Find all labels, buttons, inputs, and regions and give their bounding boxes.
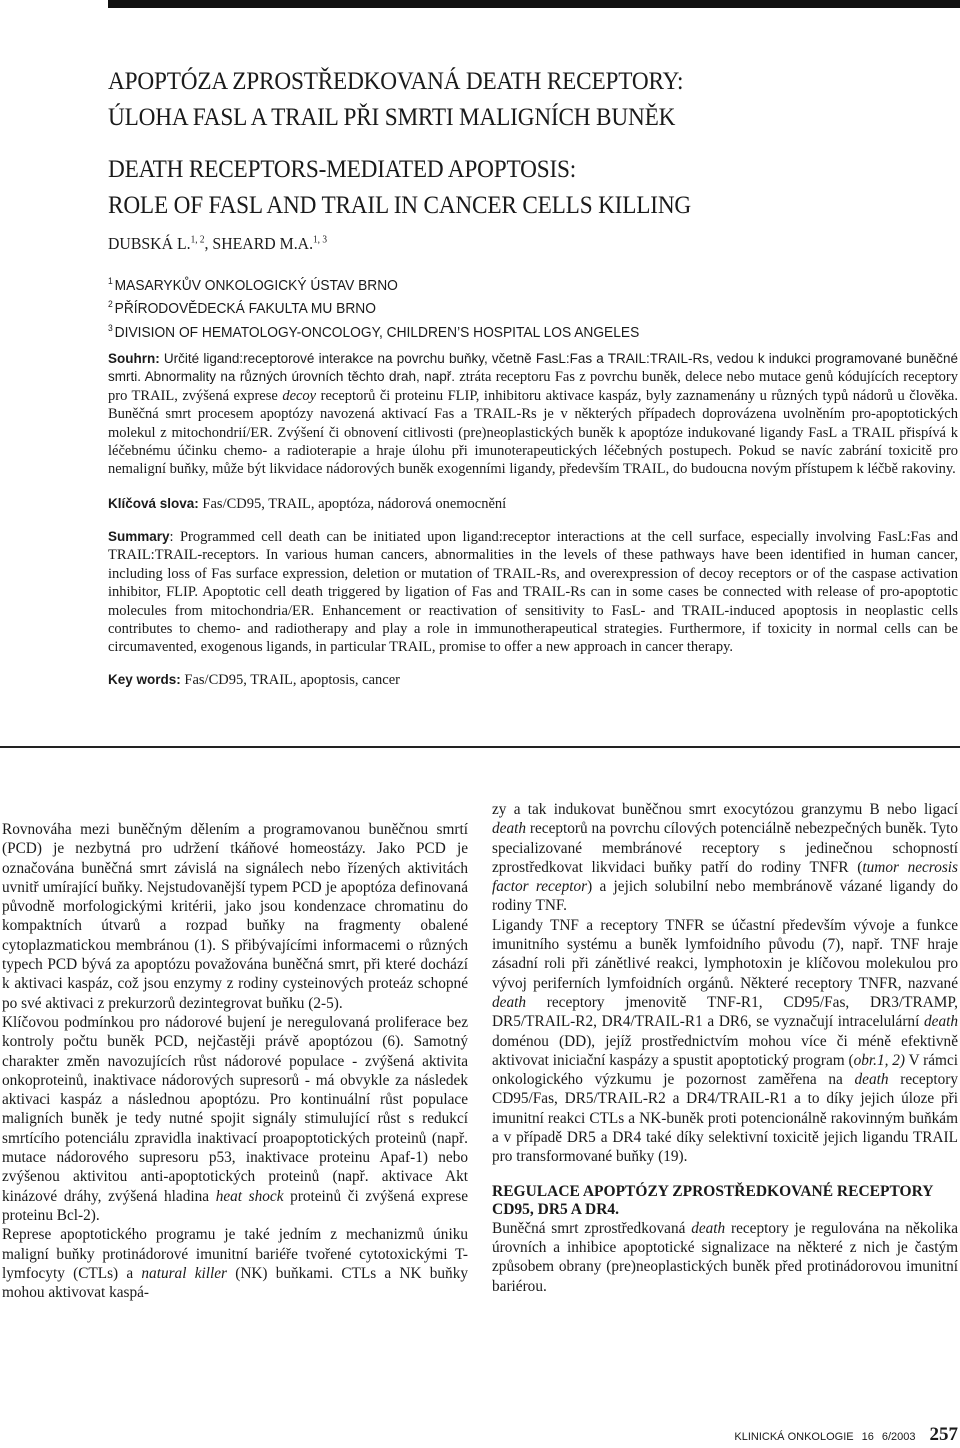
paragraph-5-b: receptory jmenovitě TNF-R1, CD95/Fas, DR3/TRAMP, DR5/TRAIL-R2, DR4/TRAIL-R1 a DR6, se vyznačují intracelulární	[492, 993, 958, 1031]
paragraph-5-d: V rámci onkologického výzkumu je pozornost zaměřena na	[492, 1051, 958, 1089]
authors	[108, 234, 327, 254]
affiliation-number: 3	[108, 322, 113, 333]
paragraph-3	[2, 1225, 468, 1302]
paragraph-4-em2: tumor necrosis factor receptor	[492, 858, 959, 896]
paragraph-6-a: Buněčná smrt zprostředkovaná	[492, 1219, 692, 1237]
journal-name: KLINICKÁ ONKOLOGIE	[734, 1431, 854, 1443]
paragraph-4-em1: death	[492, 820, 526, 838]
affiliation-3	[108, 319, 639, 342]
keywords-english-label: Key words:	[108, 672, 181, 687]
paragraph-2	[2, 1013, 468, 1225]
paragraph-3-em: natural killer	[141, 1264, 227, 1282]
paragraph-6	[492, 1219, 958, 1296]
paragraph-5-em4: death	[854, 1071, 889, 1089]
abstract-czech-body-a: ztráta receptoru Fas z povrchu buněk, delece nebo mutace genů kódujících receptory pro TRAIL, zvýšená exprese	[108, 369, 958, 404]
paragraph-2-a: Klíčovou podmínkou pro nádorové bujení je neregulovaná proliferace bez kontroly počtu buněk PCD, nejčastěji právě apoptózou (6). Samotný charakter změn navozujících růst nádorové populace - zvýšená aktivita onkoproteinů, inaktivace nádorových supresorů - má obvykle za následek aktivaci kaspáz a následnou apoptózu. Pro kontinuální růst populace maligních buněk je tedy nutné spojit signály stimulující růst s redukcí smrtícího potenciálu zpravidla inaktivací proapoptotických proteinů (např. mutace nádorového supresoru p53, inaktivace proteinu Apaf-1) nebo zvýšenou aktivitou anti-apoptotických proteinů (např. aktivace Akt kinázové dráhy, zvýšená hladina	[2, 1013, 468, 1205]
journal-issue: 6/2003	[881, 1431, 916, 1443]
paragraph-5-e: receptory CD95/Fas, DR5/TRAIL-R2 a DR4/TRAIL-R1 a to díky jejich úloze při imunitní reakci CTLs a NK-buněk proti potencionálně rakovinným buňkám a v případě DR5 a DR4 také díky selektivní toxicitě jejich ligandu TRAIL pro transformované buňky (19).	[492, 1071, 958, 1166]
paragraph-5-c: doménou (DD), jejíž prostřednictvím mohou více či méně efektivně aktivovat iniciační kaspázy a spustit apoptotický program (	[492, 1032, 958, 1069]
abstract-czech-body-b: receptorů či proteinu FLIP, inhibitoru aktivace kaspáz, byly zaznamenány u různých typů nádorů u člověka. Buněčná smrt procesem apoptózy navozená aktivací Fas a TRAIL-Rs je v některých případech doprovázena uvolněním pro-apoptotických molekul z mitochondrií/ER. Zvýšení či obnovení citlivosti (pre)neoplastických buněk k apoptóze indukované ligandy FasL a TRAIL přispívá k léčebnému účinku chemo- a radioterapie a hraje úlohu při imunoterapeutických léčebných postupech. Pokud se navíc zabrání toxicitě pro nemaligní buňky, může být likvidace nádorových buněk exogenními ligandy, především TRAIL, do budoucna novým přístupem k léčbě rakoviny.	[108, 387, 958, 478]
top-rule	[108, 0, 960, 8]
abstract-czech	[108, 350, 958, 479]
paragraph-3-b: (NK) buňkami. CTLs a NK buňky mohou aktivovat kaspá-	[2, 1264, 469, 1302]
author-1-affiliation: 1, 2	[190, 234, 205, 246]
section-divider	[0, 746, 960, 748]
keywords-czech-text: Fas/CD95, TRAIL, apoptóza, nádorová onemocnění	[198, 496, 507, 512]
paragraph-4	[492, 800, 958, 916]
abstract-czech-decoy: decoy	[282, 387, 317, 404]
paragraph-2-em: heat shock	[215, 1187, 284, 1205]
abstract-english-label: Summary	[108, 529, 170, 544]
keywords-english	[108, 672, 400, 689]
paragraph-5-em2: death	[924, 1013, 958, 1031]
keywords-czech-label: Klíčová slova:	[108, 496, 199, 511]
affiliation-text: DIVISION OF HEMATOLOGY-ONCOLOGY, CHILDREN’S HOSPITAL LOS ANGELES	[114, 324, 640, 341]
title-czech-line2: ÚLOHA FASL A TRAIL PŘI SMRTI MALIGNÍCH BUNĚK	[108, 104, 676, 131]
author-2-affiliation: 1, 3	[313, 234, 327, 246]
affiliation-text: PŘÍRODOVĚDECKÁ FAKULTA MU BRNO	[114, 301, 376, 318]
affiliation-number: 2	[108, 299, 113, 310]
paragraph-4-c: ) a jejich solubilní nebo membránově vázané ligandy do rodiny TNF.	[492, 878, 958, 915]
paragraph-3-a: Represe apoptotického programu je také jedním z mechanizmů úniku maligní buňky protinádorové imunitní bariéře tvořené cytotoxickými T-lymfocyty (CTLs) a	[2, 1226, 468, 1282]
keywords-czech	[108, 496, 506, 513]
affiliation-1	[108, 272, 639, 295]
author-1-name: DUBSKÁ L.	[108, 234, 191, 253]
abstract-czech-lead: Určité ligand:receptorové interakce na povrchu buňky, včetně FasL:Fas a TRAIL:TRAIL-Rs, vedou k indukci programované buněčné smrti. Abnormality na různých úrovních těchto drah, např.	[108, 351, 958, 385]
author-separator: ,	[204, 234, 213, 253]
journal-volume: 16	[861, 1431, 874, 1443]
page-footer	[726, 1424, 958, 1446]
author-2-name: SHEARD M.A.	[212, 234, 314, 253]
title-english-line1: DEATH RECEPTORS-MEDIATED APOPTOSIS:	[108, 156, 577, 183]
paragraph-4-a: zy a tak indukovat buněčnou smrt exocytózou granzymu B nebo ligací	[492, 801, 958, 818]
paragraph-5-em3: obr.1, 2)	[853, 1051, 906, 1069]
paragraph-5-a: Ligandy TNF a receptory TNFR se účastní především vývoje a funkce imunitního systému a buněk lymfoidního původu (7), např. TNF hraje zásadní roli při zánětlivé reakci, lymphotoxin je klíčovou molekulou pro vývoj periferních lymfoidních orgánů. Některé receptory TNFR, nazvané	[492, 916, 958, 992]
title-czech	[108, 64, 880, 136]
paragraph-4-b: receptorů na povrchu cílových potenciálně nebezpečných buněk. Tyto specializované membránové receptory s jedinečnou schopností zprostředkovat likvidaci buňky patří do rodiny TNFR (	[492, 820, 958, 876]
paragraph-6-em: death	[691, 1219, 726, 1237]
paragraph-5	[492, 916, 958, 1167]
title-czech-line1: APOPTÓZA ZPROSTŘEDKOVANÁ DEATH RECEPTORY:	[108, 68, 684, 95]
abstract-english-text: : Programmed cell death can be initiated upon ligand:receptor interactions at the cell surface, especially involving FasL:Fas and TRAIL:TRAIL-receptors. In various human cancers, abnormalities in the levels of these pathways have been identified in human cancer, including loss of Fas surface expression, deletion or mutation of TRAIL-Rs, and overexpression of decoy receptors or of the caspase activation inhibitor, FLIP. Apoptotic cell death triggered by ligation of Fas and TRAIL-Rs can in some cases be connected with release of pro-apoptotic molecules from mitochondria/ER. Enhancement or reactivation of sensitivity to FasL- and TRAIL-induced apoptosis in neoplastic cells contributes to chemo- and radiotherapy and play a role in immunotherapeutical strategies. Furthermore, if toxicity in normal cells can be circumavented, exogenous ligands, in particular TRAIL, promise to offer a new approach in cancer therapy.	[108, 529, 958, 656]
title-english	[108, 152, 880, 224]
abstract-czech-label: Souhrn:	[108, 351, 160, 366]
body-column-right	[492, 800, 958, 1296]
affiliations	[108, 272, 667, 342]
title-english-line2: ROLE OF FASL AND TRAIL IN CANCER CELLS KILLING	[108, 192, 692, 219]
abstract-english	[108, 528, 958, 657]
affiliation-text: MASARYKŮV ONKOLOGICKÝ ÚSTAV BRNO	[114, 277, 398, 294]
affiliation-number: 1	[108, 276, 113, 286]
paragraph-6-b: receptory je regulována na několika úrovních a inhibice apoptotické signalizace na některé z nich je častým způsobem obrany (pre)neoplastických buněk před protinádorovou imunitní bariérou.	[492, 1219, 958, 1295]
paragraph-2-b: proteinů či zvýšená exprese proteinu Bcl-2).	[2, 1187, 468, 1224]
keywords-english-text: Fas/CD95, TRAIL, apoptosis, cancer	[180, 672, 400, 688]
page-number: 257	[929, 1424, 958, 1445]
section-heading: REGULACE APOPTÓZY ZPROSTŘEDKOVANÉ RECEPTORY CD95, DR5 A DR4.	[492, 1182, 933, 1218]
affiliation-2	[108, 295, 639, 318]
body-column-left	[2, 820, 468, 1302]
paragraph-5-em1: death	[492, 993, 526, 1011]
paragraph-1: Rovnováha mezi buněčným dělením a programovanou buněčnou smrtí (PCD) je nezbytná pro udržení tkáňové homeostázy. Jako PCD je označována buněčná smrt závislá na signálech nebo řízených aktivitách uvnitř umírající buňky. Nejstudovanější typem PCD je apoptóza definovaná původně morfologickými kritérii, jako jsou kondenzace chromatinu do kompaktních útvarů a rozpad buňky na fragmenty obalené cytoplazmatickou membránou (1). S přibývajícími informacemi o různých typech PCD bývá za apoptózu považována buněčná smrt, při které dochází k aktivaci kaspáz, což jsou enzymy z rodiny cysteinových proteáz schopné po své aktivaci z prekurzorů dezintegrovat buňku (2-5).	[2, 821, 468, 1012]
